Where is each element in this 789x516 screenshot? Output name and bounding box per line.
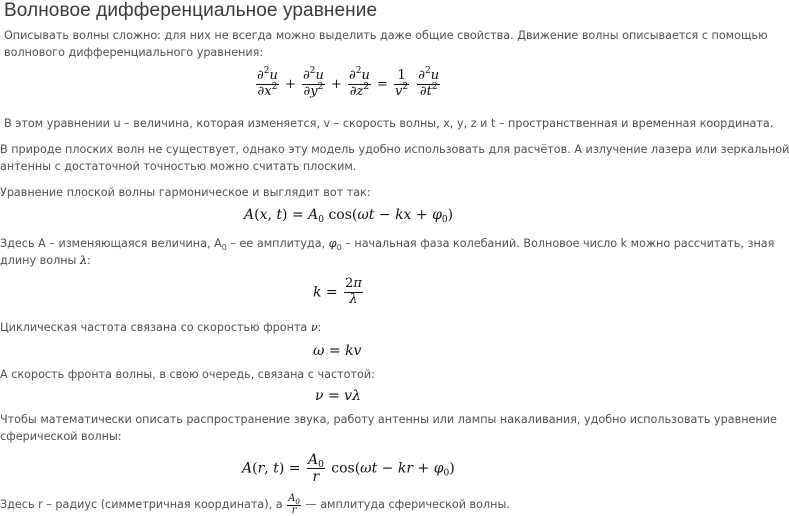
- spherical-line-2: сферической волны:: [0, 430, 122, 443]
- spherical-wave-equation: A(r, t) = $\frac{A_0}{r}$ cos(ωt − kr + $\varphi_0$): [242, 452, 455, 486]
- lambda-symbol: λ: [79, 254, 88, 267]
- nu-symbol: ν: [310, 321, 318, 334]
- phi0-symbol: φ: [328, 237, 337, 250]
- nu-equation: ν = vλ: [315, 388, 361, 404]
- harmonic-intro: Уравнение плоской волны гармоническое и выглядит вот так:: [0, 186, 371, 199]
- where-line-1: Здесь А – изменяющаяся величина, $А_0$ – ее амплитуда, $\varphi_0$ – начальная фаза колебаний. Волновое число k можно рассчитать, зная: [0, 237, 775, 252]
- spherical-line-1: Чтобы математически описать распространение звука, работу антенны или лампы накаливания, удобно использовать уравнение: [0, 413, 777, 426]
- equation-description: В этом уравнении u – величина, которая изменяется, v – скорость волны, x, y, z и t – пространственная и временная координата.: [4, 117, 774, 130]
- plane-wave-line-1: В природе плоских волн не существует, однако эту модель удобно использовать для расчётов. А излучение лазера или зеркальной: [0, 143, 789, 156]
- cyclic-frequency-text: Циклическая частота связана со скоростью фронта ν:: [0, 321, 322, 334]
- wavenumber-equation: k = $\frac{2\pi}{\lambda}$: [313, 276, 362, 307]
- where-line-2: длину волны λ:: [0, 254, 91, 267]
- plane-wave-line-2: антенны с достаточной точностью можно считать плоским.: [0, 160, 357, 173]
- page-title: Волновое дифференциальное уравнение: [4, 0, 378, 21]
- intro-line-2: волнового дифференциального уравнения:: [4, 46, 264, 59]
- radius-text: Здесь r – радиус (симметричная координата), а $\frac{A_0}{r}$ — амплитуда сферической волны.: [0, 493, 510, 516]
- plane-wave-equation: A(x, $t) = A_0$ cos(ωt − kx + $\varphi_0$): [244, 207, 454, 225]
- intro-line-1: Описывать волны сложно: для них не всегда можно выделить даже общие свойства. Движение волны описывается с помощью: [4, 29, 768, 42]
- front-speed-text: А скорость фронта волны, в свою очередь, связана с частотой:: [0, 368, 375, 381]
- omega-equation: ω = kv: [313, 343, 362, 359]
- wave-equation: $\frac{\partial^2u}{\partial x^2}$ + $\frac{\partial^2u}{\partial y^2}$ + $\frac{\partial^2u}{\partial z^2}$ = $\frac{1}{v^2}$ $\frac{\partial^2u}{\partial t^2}$: [257, 66, 440, 99]
